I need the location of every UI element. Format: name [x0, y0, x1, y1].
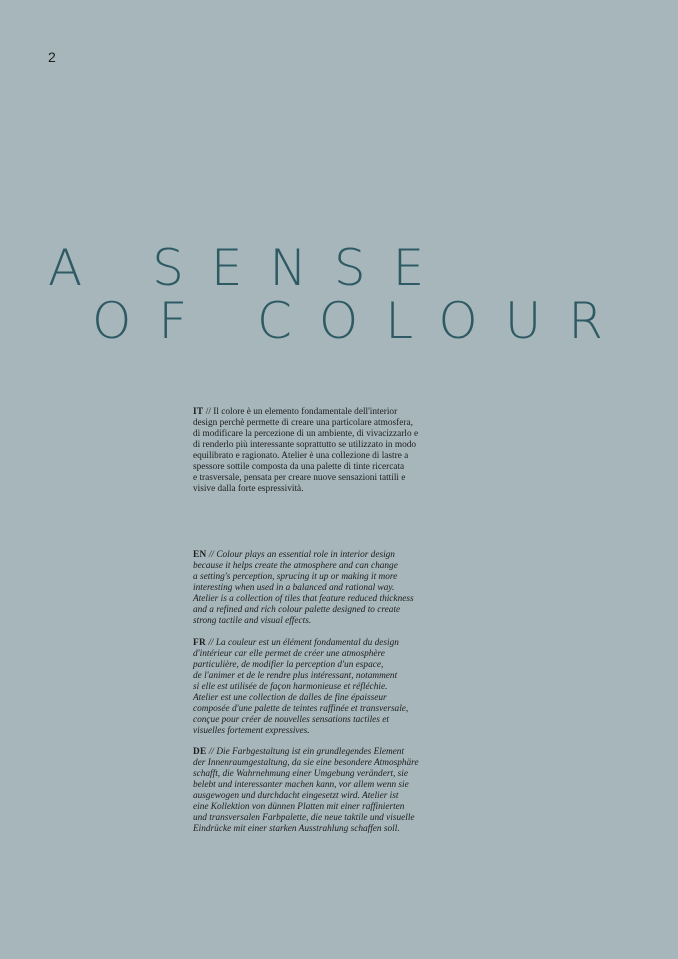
text-line: interesting when used in a balanced and rational way.: [193, 583, 395, 593]
language-code-de: DE: [193, 747, 207, 757]
text-line-body: // Die Farbgestaltung ist ein grundlegendes Element: [206, 747, 405, 757]
text-line: schafft, die Wahrnehmung einer Umgebung verändert, sie: [193, 769, 408, 779]
text-line: der Innenraumgestaltung, da sie eine besondere Atmosphäre: [193, 758, 419, 768]
text-line: d'intérieur car elle permet de créer une atmosphère: [193, 649, 385, 659]
text-line: visuelles fortement expressives.: [193, 726, 310, 736]
text-line: si elle est utilisée de façon harmonieuse et réfléchie.: [193, 682, 388, 692]
text-line: design perchè permette di creare una particolare atmosfera,: [193, 418, 413, 428]
text-block-de: [193, 747, 493, 835]
text-line: ausgewogen und durchdacht eingesetzt wird. Atelier ist: [193, 791, 399, 801]
text-line: Atelier est une collection de dalles de fine épaisseur: [193, 693, 387, 703]
text-line: equilibrato e ragionato. Atelier è una collezione di lastre a: [193, 451, 409, 461]
text-line: Atelier is a collection of tiles that feature reduced thickness: [193, 594, 414, 604]
text-line: di renderlo più interessante soprattutto se utilizzato in modo: [193, 440, 417, 450]
text-line: because it helps create the atmosphere and can change: [193, 561, 398, 571]
text-line: di modificare la percezione di un ambiente, di vivacizzarlo e: [193, 429, 419, 439]
text-line: belebt und interessanter machen kann, vor allem wenn sie: [193, 780, 409, 790]
text-line: spessore sottile composta da una palette di tinte ricercata: [193, 462, 405, 472]
text-block-fr: [193, 638, 493, 737]
text-line: de l'animer et de le rendre plus intéressant, notamment: [193, 671, 398, 681]
text-block-en: [193, 550, 493, 627]
text-line: particulière, de modifier la perception d'un espace,: [193, 660, 384, 670]
text-line: eine Kollektion von dünnen Platten mit einer raffinierten: [193, 802, 405, 812]
text-line: composée d'une palette de teintes raffinée et transversale,: [193, 704, 409, 714]
text-block-it: [193, 407, 493, 495]
text-line: conçue pour créer de nouvelles sensations tactiles et: [193, 715, 389, 725]
language-code-fr: FR: [193, 638, 206, 648]
text-line: Eindrücke mit einer starken Ausstrahlung schaffen soll.: [193, 824, 400, 834]
language-code-it: IT: [193, 407, 204, 417]
text-line: and a refined and rich colour palette designed to create: [193, 605, 401, 615]
title-line-1: A SENSE: [48, 239, 452, 297]
title-line-2: OF COLOUR: [92, 292, 631, 350]
text-line: [193, 747, 493, 758]
language-code-en: EN: [193, 550, 207, 560]
text-line: [193, 550, 493, 561]
text-line: und transversalen Farbpalette, die neue taktile und visuelle: [193, 813, 415, 823]
text-line: [193, 638, 493, 649]
text-line: e trasversale, pensata per creare nuove sensazioni tattili e: [193, 473, 406, 483]
text-line: strong tactile and visual effects.: [193, 616, 312, 626]
page-number: 2: [48, 49, 56, 65]
text-line: a setting's perception, sprucing it up or making it more: [193, 572, 398, 582]
text-line-body: // Il colore è un elemento fondamentale dell'interior: [203, 407, 398, 417]
text-line: visive dalla forte espressività.: [193, 484, 304, 494]
text-line-body: // La couleur est un élément fondamental du design: [206, 638, 399, 648]
text-line: [193, 407, 493, 418]
text-line-body: // Colour plays an essential role in interior design: [206, 550, 395, 560]
